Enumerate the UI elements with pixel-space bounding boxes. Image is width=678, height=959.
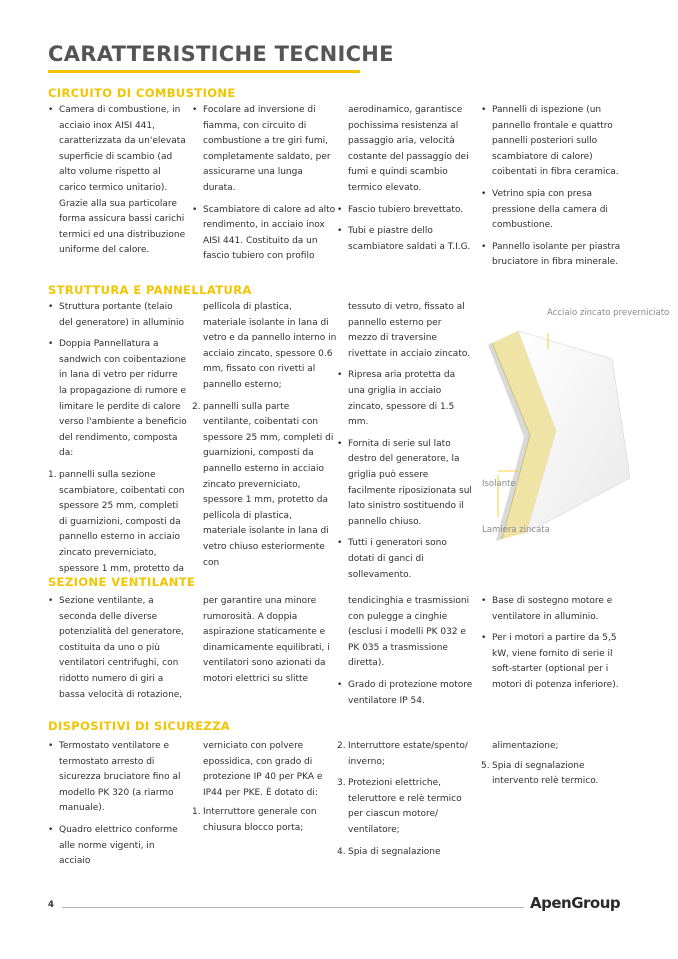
- bullet-item: • Struttura portante (telaio del generatore) in alluminio: [48, 300, 188, 331]
- bullet-list: [48, 300, 188, 462]
- page-title: CARATTERISTICHE TECNICHE: [48, 42, 394, 66]
- bullet-list: [337, 368, 472, 583]
- numbered-list: [481, 759, 631, 790]
- bullet-item: • Base di sostegno motore e ventilatore in alluminio.: [481, 594, 631, 625]
- continued-text: pellicola di plastica, materiale isolante in lana di vetro e da pannello interno in acciaio zincato, spessore 0.6 mm, fissato con rivetti al pannello esterno;: [203, 302, 337, 390]
- title-underline: [48, 70, 360, 73]
- bullet-item: • Focolare ad inversione di fiamma, con circuito di combustione a tre giri fumi, completamente saldato, per assicurarne una lunga durata.: [192, 103, 337, 197]
- bullet-item: • Per i motori a partire da 5,5 kW, viene fornito di serie il soft-starter (optional per i motori di potenza inferiore).: [481, 631, 631, 693]
- sandwich-panel-illustration: [478, 303, 638, 543]
- bullet-item: • Tubi e piastre dello scambiatore saldati a T.I.G.: [337, 224, 477, 255]
- sicurezza-col-3: [337, 739, 477, 866]
- numbered-item: 1. pannelli sulla sezione scambiatore, coibentati con spessore 25 mm, completi di guarnizioni, composti da pannello esterno in acciaio zincato preverniciato, spessore 1 mm, protetto da: [48, 469, 185, 574]
- continued-text: tendicinghia e trasmissioni con pulegge a cinghie (esclusi i modelli PK 032 e PK 035 a trasmissione diretta).: [348, 596, 470, 669]
- struttura-col-1: [48, 300, 188, 583]
- bullet-item: • Camera di combustione, in acciaio inox AISI 441, caratterizzata da un'elevata superficie di scambio (ad alto volume rispetto al carico termico unitario). Grazie alla sua particolare forma assicura bassi carichi termici ed una distribuzione uniforme del calore.: [48, 103, 188, 259]
- continued-text: aerodinamico, garantisce pochissima resistenza al passaggio aria, velocità costante del passaggio dei fumi e quindi scambio termico elevato.: [348, 105, 469, 193]
- ventilante-col-1: [48, 594, 188, 709]
- bullet-item: • Fornita di serie sul lato destro del generatore, la griglia può essere facilmente riposizionata sul lato sinistro sostituendo il pannello chiuso.: [337, 437, 472, 531]
- numbered-item: 5. Spia di segnalazione intervento relè termico.: [481, 760, 599, 787]
- bullet-item: • Grado di protezione motore ventilatore IP 54.: [337, 678, 477, 709]
- figure-label-top: Acciaio zincato preverniciato: [547, 308, 670, 318]
- figure-label-mid: Isolante: [482, 479, 516, 489]
- struttura-col-2: [192, 300, 337, 577]
- sicurezza-col-2: [192, 739, 337, 843]
- bullet-item: • Scambiatore di calore ad alto rendimento, in acciaio inox AISI 441. Costituito da un fascio tubiero con profilo: [192, 203, 337, 265]
- continued-text: per garantire una minore rumorosità. A doppia aspirazione staticamente e dinamicamente equilibrati, i ventilatori sono azionati da motori elettrici su slitte: [203, 596, 330, 684]
- bullet-item: • Quadro elettrico conforme alle norme vigenti, in acciaio: [48, 823, 188, 870]
- figure-label-bottom: Lamiera zincata: [482, 525, 550, 535]
- circuito-col-2: [192, 103, 337, 271]
- page-number: 4: [48, 900, 54, 910]
- continued-text: tessuto di vetro, fissato al pannello esterno per mezzo di traversine rivettate in acciaio zincato.: [348, 302, 471, 359]
- bullet-item: • Doppia Pannellatura a sandwich con coibentazione in lana di vetro per ridurre la propagazione di rumore e limitare le perdite di calore verso l'ambiente a beneficio del rendimento, composta da:: [48, 337, 188, 462]
- panel-section-figure: [478, 303, 670, 543]
- brand-logo: ApenGroup: [530, 894, 621, 912]
- bullet-list: [481, 594, 631, 694]
- ventilante-col-2: [192, 594, 337, 688]
- continued-text: verniciato con polvere epossidica, con grado di protezione IP 40 per PKA e IP44 per PKE. È dotato di:: [203, 741, 323, 798]
- bullet-item: • Fascio tubiero brevettato.: [337, 203, 477, 219]
- bullet-list: [481, 103, 631, 271]
- ventilante-col-4: [481, 594, 631, 700]
- bullet-list: [337, 203, 477, 256]
- numbered-item: 2. Interruttore estate/spento/ inverno;: [337, 741, 468, 767]
- section-heading-sicurezza: DISPOSITIVI DI SICUREZZA: [48, 719, 231, 733]
- bullet-item: • Vetrino spia con presa pressione della camera di combustione.: [481, 187, 631, 234]
- section-heading-ventilante: SEZIONE VENTILANTE: [48, 575, 196, 589]
- bullet-list: [48, 594, 188, 703]
- bullet-list: [337, 678, 477, 709]
- bullet-item: • Tutti i generatori sono dotati di ganci di sollevamento.: [337, 536, 472, 583]
- section-heading-struttura: STRUTTURA E PANNELLATURA: [48, 283, 252, 297]
- footer-divider: [62, 907, 524, 908]
- circuito-col-4: [481, 103, 631, 277]
- numbered-item: 1. Interruttore generale con chiusura blocco porta;: [192, 807, 317, 833]
- continued-text: alimentazione;: [492, 741, 559, 751]
- bullet-item: • Sezione ventilante, a seconda delle diverse potenzialità del generatore, costituita da uno o più ventilatori centrifughi, con ridotto numero di giri a bassa velocità di rotazione,: [48, 594, 188, 703]
- section-heading-circuito: CIRCUITO DI COMBUSTIONE: [48, 86, 236, 100]
- numbered-item: 2. pannelli sulla parte ventilante, coibentati con spessore 25 mm, completi di guarnizioni, composti da pannello esterno in acciaio zincato preverniciato, spessore 1 mm, protetto da pellicola di plastica, materiale isolante in lana di vetro chiuso esteriormente con: [192, 401, 334, 568]
- struttura-col-3: [337, 300, 472, 589]
- sicurezza-col-4: [481, 739, 631, 796]
- bullet-item: • Termostato ventilatore e termostato arresto di sicurezza bruciatore fino al modello PK 320 (a riarmo manuale).: [48, 739, 188, 817]
- circuito-col-1: [48, 103, 188, 265]
- circuito-col-3: [337, 103, 477, 261]
- bullet-item: • Ripresa aria protetta da una griglia in acciaio zincato, spessore di 1.5 mm.: [337, 368, 472, 430]
- numbered-list: [192, 805, 337, 836]
- bullet-list: [48, 103, 188, 259]
- numbered-list: [337, 739, 477, 860]
- bullet-list: [48, 739, 188, 870]
- numbered-item: 3. Protezioni elettriche, teleruttore e relè termico per ciascun motore/ ventilatore;: [337, 778, 462, 835]
- sicurezza-col-1: [48, 739, 188, 876]
- ventilante-col-3: [337, 594, 477, 715]
- bullet-list: [192, 103, 337, 265]
- bullet-item: • Pannello isolante per piastra bruciatore in fibra minerale.: [481, 240, 631, 271]
- bullet-item: • Pannelli di ispezione (un pannello frontale e quattro pannelli posteriori sullo scambiatore di calore) coibentati in fibra ceramica.: [481, 103, 631, 181]
- numbered-item: 4. Spia di segnalazione: [337, 846, 441, 857]
